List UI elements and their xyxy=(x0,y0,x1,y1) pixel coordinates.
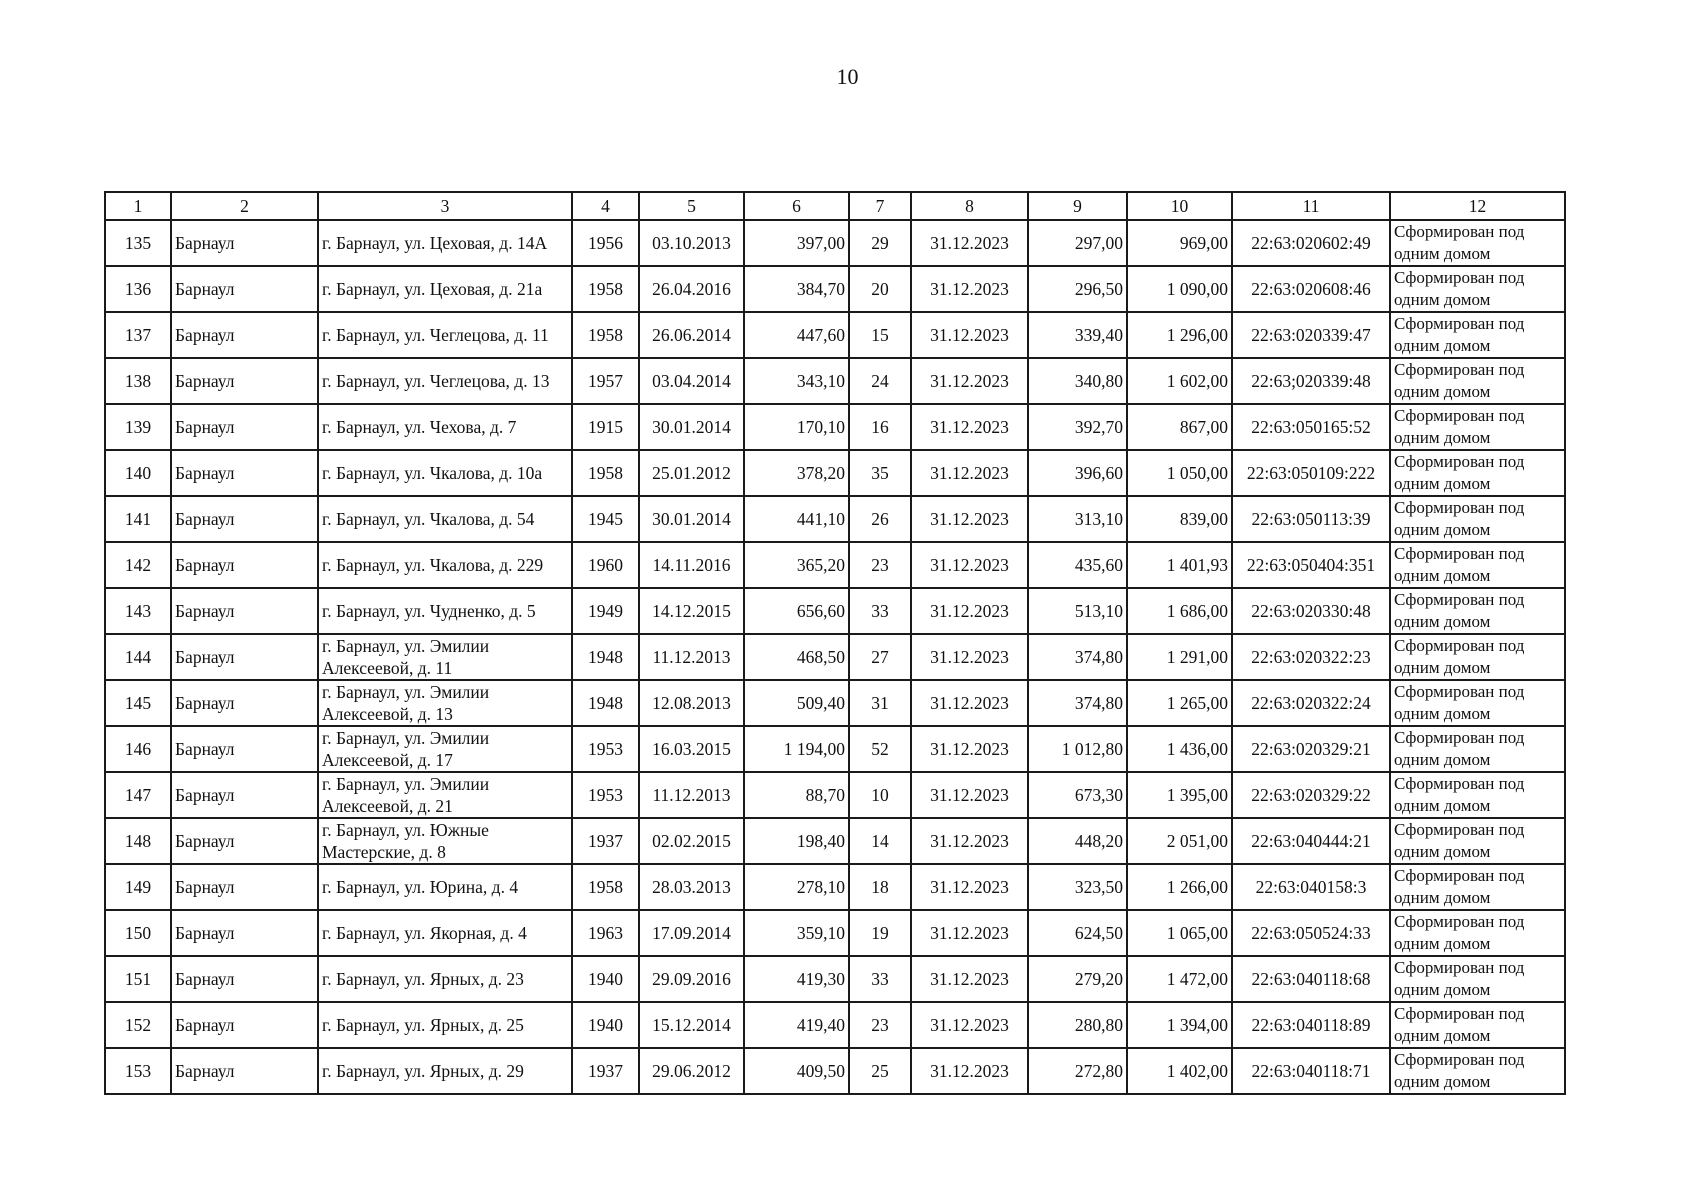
cell-address: г. Барнаул, ул. Цеховая, д. 14А xyxy=(318,220,572,266)
cell-city: Барнаул xyxy=(171,542,318,588)
cell-count: 10 xyxy=(849,772,911,818)
cell-land-area: 839,00 xyxy=(1127,496,1232,542)
cell-area-2: 374,80 xyxy=(1028,634,1127,680)
cell-year-built: 1945 xyxy=(572,496,639,542)
cell-city: Барнаул xyxy=(171,404,318,450)
cell-cadastral-number: 22:63;020339:48 xyxy=(1232,358,1390,404)
cell-deadline-date: 31.12.2023 xyxy=(911,726,1028,772)
cell-city: Барнаул xyxy=(171,358,318,404)
cell-count: 23 xyxy=(849,1002,911,1048)
cell-cadastral-number: 22:63:020602:49 xyxy=(1232,220,1390,266)
cell-address: г. Барнаул, ул. Чеглецова, д. 11 xyxy=(318,312,572,358)
cell-land-area: 1 265,00 xyxy=(1127,680,1232,726)
cell-row-number: 147 xyxy=(105,772,171,818)
cell-area: 365,20 xyxy=(744,542,849,588)
cell-status: Сформирован под одним домом xyxy=(1390,358,1565,404)
cell-cadastral-number: 22:63:020608:46 xyxy=(1232,266,1390,312)
cell-address: г. Барнаул, ул. Чехова, д. 7 xyxy=(318,404,572,450)
cell-cadastral-number: 22:63:020329:22 xyxy=(1232,772,1390,818)
cell-cadastral-number: 22:63:050524:33 xyxy=(1232,910,1390,956)
cell-date: 14.11.2016 xyxy=(639,542,744,588)
header-row xyxy=(105,192,1565,220)
cell-address: г. Барнаул, ул. Чкалова, д. 54 xyxy=(318,496,572,542)
table-row xyxy=(105,818,1565,864)
cell-address: г. Барнаул, ул. Ярных, д. 25 xyxy=(318,1002,572,1048)
cell-status: Сформирован под одним домом xyxy=(1390,956,1565,1002)
cell-year-built: 1958 xyxy=(572,312,639,358)
cell-land-area: 1 686,00 xyxy=(1127,588,1232,634)
cell-area: 1 194,00 xyxy=(744,726,849,772)
column-header-7: 7 xyxy=(849,192,911,220)
cell-address: г. Барнаул, ул. Юрина, д. 4 xyxy=(318,864,572,910)
cell-row-number: 152 xyxy=(105,1002,171,1048)
cell-year-built: 1940 xyxy=(572,956,639,1002)
cell-row-number: 149 xyxy=(105,864,171,910)
page-number: 10 xyxy=(836,64,859,89)
cell-land-area: 1 602,00 xyxy=(1127,358,1232,404)
cell-land-area: 1 402,00 xyxy=(1127,1048,1232,1094)
cell-row-number: 146 xyxy=(105,726,171,772)
column-header-6: 6 xyxy=(744,192,849,220)
cell-status: Сформирован под одним домом xyxy=(1390,680,1565,726)
cell-status: Сформирован под одним домом xyxy=(1390,312,1565,358)
cell-count: 25 xyxy=(849,1048,911,1094)
cell-city: Барнаул xyxy=(171,1002,318,1048)
cell-address: г. Барнаул, ул. Чудненко, д. 5 xyxy=(318,588,572,634)
column-header-8: 8 xyxy=(911,192,1028,220)
cell-count: 31 xyxy=(849,680,911,726)
column-header-4: 4 xyxy=(572,192,639,220)
cell-cadastral-number: 22:63:040118:71 xyxy=(1232,1048,1390,1094)
cell-area-2: 673,30 xyxy=(1028,772,1127,818)
cell-cadastral-number: 22:63:020322:24 xyxy=(1232,680,1390,726)
cell-year-built: 1956 xyxy=(572,220,639,266)
table-row xyxy=(105,266,1565,312)
cell-area: 378,20 xyxy=(744,450,849,496)
cell-deadline-date: 31.12.2023 xyxy=(911,312,1028,358)
cell-date: 26.04.2016 xyxy=(639,266,744,312)
cell-deadline-date: 31.12.2023 xyxy=(911,266,1028,312)
cell-area-2: 513,10 xyxy=(1028,588,1127,634)
table-row xyxy=(105,450,1565,496)
cell-land-area: 1 090,00 xyxy=(1127,266,1232,312)
cell-row-number: 142 xyxy=(105,542,171,588)
cell-area-2: 339,40 xyxy=(1028,312,1127,358)
cell-status: Сформирован под одним домом xyxy=(1390,404,1565,450)
cell-status: Сформирован под одним домом xyxy=(1390,220,1565,266)
cell-status: Сформирован под одним домом xyxy=(1390,1002,1565,1048)
table-row xyxy=(105,496,1565,542)
cell-cadastral-number: 22:63:040118:89 xyxy=(1232,1002,1390,1048)
cell-deadline-date: 31.12.2023 xyxy=(911,404,1028,450)
cell-area-2: 624,50 xyxy=(1028,910,1127,956)
cell-area: 441,10 xyxy=(744,496,849,542)
cell-area: 656,60 xyxy=(744,588,849,634)
cell-city: Барнаул xyxy=(171,220,318,266)
cell-cadastral-number: 22:63:040158:3 xyxy=(1232,864,1390,910)
cell-count: 16 xyxy=(849,404,911,450)
table-header xyxy=(105,192,1565,220)
table-row xyxy=(105,772,1565,818)
cell-address: г. Барнаул, ул. Эмилии Алексеевой, д. 21 xyxy=(318,772,572,818)
cell-year-built: 1953 xyxy=(572,772,639,818)
cell-area-2: 297,00 xyxy=(1028,220,1127,266)
cell-land-area: 1 401,93 xyxy=(1127,542,1232,588)
cell-area: 468,50 xyxy=(744,634,849,680)
cell-status: Сформирован под одним домом xyxy=(1390,542,1565,588)
cell-row-number: 145 xyxy=(105,680,171,726)
cell-land-area: 1 436,00 xyxy=(1127,726,1232,772)
cell-city: Барнаул xyxy=(171,956,318,1002)
table-row xyxy=(105,956,1565,1002)
cell-address: г. Барнаул, ул. Якорная, д. 4 xyxy=(318,910,572,956)
cell-city: Барнаул xyxy=(171,266,318,312)
cell-status: Сформирован под одним домом xyxy=(1390,726,1565,772)
cell-area-2: 396,60 xyxy=(1028,450,1127,496)
cell-row-number: 135 xyxy=(105,220,171,266)
cell-row-number: 140 xyxy=(105,450,171,496)
cell-area: 419,30 xyxy=(744,956,849,1002)
cell-row-number: 139 xyxy=(105,404,171,450)
cell-area: 509,40 xyxy=(744,680,849,726)
cell-date: 11.12.2013 xyxy=(639,634,744,680)
cell-city: Барнаул xyxy=(171,680,318,726)
cell-deadline-date: 31.12.2023 xyxy=(911,910,1028,956)
cell-count: 27 xyxy=(849,634,911,680)
cell-area-2: 323,50 xyxy=(1028,864,1127,910)
cell-row-number: 141 xyxy=(105,496,171,542)
cell-city: Барнаул xyxy=(171,818,318,864)
cell-cadastral-number: 22:63:040118:68 xyxy=(1232,956,1390,1002)
cell-date: 03.04.2014 xyxy=(639,358,744,404)
cell-date: 03.10.2013 xyxy=(639,220,744,266)
table-row xyxy=(105,542,1565,588)
cell-deadline-date: 31.12.2023 xyxy=(911,220,1028,266)
cell-land-area: 867,00 xyxy=(1127,404,1232,450)
cell-year-built: 1937 xyxy=(572,1048,639,1094)
cell-address: г. Барнаул, ул. Цеховая, д. 21а xyxy=(318,266,572,312)
column-header-9: 9 xyxy=(1028,192,1127,220)
cell-status: Сформирован под одним домом xyxy=(1390,1048,1565,1094)
cell-count: 33 xyxy=(849,956,911,1002)
cell-cadastral-number: 22:63:050113:39 xyxy=(1232,496,1390,542)
cell-area-2: 280,80 xyxy=(1028,1002,1127,1048)
cell-city: Барнаул xyxy=(171,772,318,818)
cell-year-built: 1960 xyxy=(572,542,639,588)
cell-area: 409,50 xyxy=(744,1048,849,1094)
table-row xyxy=(105,220,1565,266)
cell-area-2: 448,20 xyxy=(1028,818,1127,864)
cell-land-area: 1 291,00 xyxy=(1127,634,1232,680)
cell-deadline-date: 31.12.2023 xyxy=(911,496,1028,542)
cell-date: 30.01.2014 xyxy=(639,496,744,542)
table-row xyxy=(105,358,1565,404)
cell-city: Барнаул xyxy=(171,1048,318,1094)
cell-status: Сформирован под одним домом xyxy=(1390,634,1565,680)
cell-area: 278,10 xyxy=(744,864,849,910)
cell-area: 359,10 xyxy=(744,910,849,956)
cell-area-2: 340,80 xyxy=(1028,358,1127,404)
cell-date: 29.09.2016 xyxy=(639,956,744,1002)
cell-deadline-date: 31.12.2023 xyxy=(911,956,1028,1002)
cell-address: г. Барнаул, ул. Чкалова, д. 229 xyxy=(318,542,572,588)
cell-date: 02.02.2015 xyxy=(639,818,744,864)
column-header-3: 3 xyxy=(318,192,572,220)
cell-year-built: 1963 xyxy=(572,910,639,956)
cell-date: 17.09.2014 xyxy=(639,910,744,956)
table-row xyxy=(105,726,1565,772)
cell-area: 397,00 xyxy=(744,220,849,266)
cell-row-number: 136 xyxy=(105,266,171,312)
cell-area-2: 392,70 xyxy=(1028,404,1127,450)
cell-area: 419,40 xyxy=(744,1002,849,1048)
cell-land-area: 1 266,00 xyxy=(1127,864,1232,910)
housing-table xyxy=(104,191,1566,1095)
cell-date: 25.01.2012 xyxy=(639,450,744,496)
cell-address: г. Барнаул, ул. Ярных, д. 29 xyxy=(318,1048,572,1094)
cell-count: 24 xyxy=(849,358,911,404)
cell-area: 88,70 xyxy=(744,772,849,818)
cell-status: Сформирован под одним домом xyxy=(1390,450,1565,496)
cell-count: 14 xyxy=(849,818,911,864)
cell-row-number: 150 xyxy=(105,910,171,956)
cell-land-area: 1 395,00 xyxy=(1127,772,1232,818)
cell-area: 343,10 xyxy=(744,358,849,404)
cell-land-area: 1 050,00 xyxy=(1127,450,1232,496)
cell-date: 30.01.2014 xyxy=(639,404,744,450)
cell-count: 35 xyxy=(849,450,911,496)
cell-year-built: 1940 xyxy=(572,1002,639,1048)
cell-city: Барнаул xyxy=(171,864,318,910)
cell-cadastral-number: 22:63:020330:48 xyxy=(1232,588,1390,634)
cell-date: 26.06.2014 xyxy=(639,312,744,358)
cell-date: 11.12.2013 xyxy=(639,772,744,818)
table-row xyxy=(105,1002,1565,1048)
cell-row-number: 148 xyxy=(105,818,171,864)
cell-land-area: 1 065,00 xyxy=(1127,910,1232,956)
cell-row-number: 151 xyxy=(105,956,171,1002)
cell-city: Барнаул xyxy=(171,496,318,542)
cell-deadline-date: 31.12.2023 xyxy=(911,1002,1028,1048)
cell-address: г. Барнаул, ул. Чкалова, д. 10а xyxy=(318,450,572,496)
cell-area-2: 279,20 xyxy=(1028,956,1127,1002)
cell-row-number: 144 xyxy=(105,634,171,680)
cell-deadline-date: 31.12.2023 xyxy=(911,588,1028,634)
cell-area-2: 435,60 xyxy=(1028,542,1127,588)
cell-area-2: 272,80 xyxy=(1028,1048,1127,1094)
cell-year-built: 1958 xyxy=(572,450,639,496)
cell-land-area: 1 394,00 xyxy=(1127,1002,1232,1048)
cell-address: г. Барнаул, ул. Чеглецова, д. 13 xyxy=(318,358,572,404)
cell-year-built: 1937 xyxy=(572,818,639,864)
cell-year-built: 1957 xyxy=(572,358,639,404)
cell-address: г. Барнаул, ул. Эмилии Алексеевой, д. 13 xyxy=(318,680,572,726)
cell-status: Сформирован под одним домом xyxy=(1390,266,1565,312)
cell-deadline-date: 31.12.2023 xyxy=(911,542,1028,588)
cell-land-area: 1 472,00 xyxy=(1127,956,1232,1002)
cell-status: Сформирован под одним домом xyxy=(1390,818,1565,864)
table-row xyxy=(105,1048,1565,1094)
cell-deadline-date: 31.12.2023 xyxy=(911,864,1028,910)
cell-area: 170,10 xyxy=(744,404,849,450)
cell-row-number: 153 xyxy=(105,1048,171,1094)
cell-status: Сформирован под одним домом xyxy=(1390,496,1565,542)
cell-date: 16.03.2015 xyxy=(639,726,744,772)
cell-cadastral-number: 22:63:020322:23 xyxy=(1232,634,1390,680)
cell-city: Барнаул xyxy=(171,312,318,358)
table-row xyxy=(105,312,1565,358)
cell-count: 23 xyxy=(849,542,911,588)
cell-city: Барнаул xyxy=(171,634,318,680)
cell-year-built: 1953 xyxy=(572,726,639,772)
cell-count: 20 xyxy=(849,266,911,312)
cell-deadline-date: 31.12.2023 xyxy=(911,772,1028,818)
cell-deadline-date: 31.12.2023 xyxy=(911,634,1028,680)
cell-status: Сформирован под одним домом xyxy=(1390,588,1565,634)
cell-land-area: 1 296,00 xyxy=(1127,312,1232,358)
cell-address: г. Барнаул, ул. Южные Мастерские, д. 8 xyxy=(318,818,572,864)
cell-date: 14.12.2015 xyxy=(639,588,744,634)
cell-area: 384,70 xyxy=(744,266,849,312)
cell-address: г. Барнаул, ул. Эмилии Алексеевой, д. 11 xyxy=(318,634,572,680)
cell-row-number: 143 xyxy=(105,588,171,634)
column-header-11: 11 xyxy=(1232,192,1390,220)
cell-year-built: 1949 xyxy=(572,588,639,634)
table-row xyxy=(105,404,1565,450)
cell-status: Сформирован под одним домом xyxy=(1390,910,1565,956)
cell-count: 15 xyxy=(849,312,911,358)
cell-address: г. Барнаул, ул. Эмилии Алексеевой, д. 17 xyxy=(318,726,572,772)
cell-date: 12.08.2013 xyxy=(639,680,744,726)
cell-date: 15.12.2014 xyxy=(639,1002,744,1048)
cell-status: Сформирован под одним домом xyxy=(1390,864,1565,910)
cell-cadastral-number: 22:63:050109:222 xyxy=(1232,450,1390,496)
cell-cadastral-number: 22:63:020329:21 xyxy=(1232,726,1390,772)
cell-area-2: 313,10 xyxy=(1028,496,1127,542)
cell-city: Барнаул xyxy=(171,450,318,496)
cell-deadline-date: 31.12.2023 xyxy=(911,1048,1028,1094)
cell-status: Сформирован под одним домом xyxy=(1390,772,1565,818)
cell-date: 28.03.2013 xyxy=(639,864,744,910)
cell-area: 198,40 xyxy=(744,818,849,864)
cell-year-built: 1915 xyxy=(572,404,639,450)
cell-year-built: 1948 xyxy=(572,634,639,680)
cell-cadastral-number: 22:63:040444:21 xyxy=(1232,818,1390,864)
cell-city: Барнаул xyxy=(171,588,318,634)
table-body xyxy=(105,220,1565,1094)
table-row xyxy=(105,588,1565,634)
cell-address: г. Барнаул, ул. Ярных, д. 23 xyxy=(318,956,572,1002)
cell-count: 26 xyxy=(849,496,911,542)
cell-land-area: 969,00 xyxy=(1127,220,1232,266)
cell-year-built: 1958 xyxy=(572,864,639,910)
cell-land-area: 2 051,00 xyxy=(1127,818,1232,864)
cell-count: 18 xyxy=(849,864,911,910)
cell-date: 29.06.2012 xyxy=(639,1048,744,1094)
column-header-12: 12 xyxy=(1390,192,1565,220)
cell-area-2: 1 012,80 xyxy=(1028,726,1127,772)
cell-deadline-date: 31.12.2023 xyxy=(911,680,1028,726)
cell-count: 52 xyxy=(849,726,911,772)
table-row xyxy=(105,680,1565,726)
cell-cadastral-number: 22:63:050165:52 xyxy=(1232,404,1390,450)
cell-deadline-date: 31.12.2023 xyxy=(911,450,1028,496)
cell-count: 33 xyxy=(849,588,911,634)
cell-cadastral-number: 22:63:020339:47 xyxy=(1232,312,1390,358)
cell-year-built: 1958 xyxy=(572,266,639,312)
cell-area: 447,60 xyxy=(744,312,849,358)
table-row xyxy=(105,634,1565,680)
cell-count: 19 xyxy=(849,910,911,956)
cell-row-number: 138 xyxy=(105,358,171,404)
column-header-10: 10 xyxy=(1127,192,1232,220)
cell-city: Барнаул xyxy=(171,726,318,772)
table-row xyxy=(105,910,1565,956)
cell-deadline-date: 31.12.2023 xyxy=(911,358,1028,404)
table-row xyxy=(105,864,1565,910)
column-header-2: 2 xyxy=(171,192,318,220)
cell-year-built: 1948 xyxy=(572,680,639,726)
cell-deadline-date: 31.12.2023 xyxy=(911,818,1028,864)
column-header-5: 5 xyxy=(639,192,744,220)
cell-area-2: 296,50 xyxy=(1028,266,1127,312)
column-header-1: 1 xyxy=(105,192,171,220)
cell-city: Барнаул xyxy=(171,910,318,956)
cell-row-number: 137 xyxy=(105,312,171,358)
cell-count: 29 xyxy=(849,220,911,266)
cell-area-2: 374,80 xyxy=(1028,680,1127,726)
cell-cadastral-number: 22:63:050404:351 xyxy=(1232,542,1390,588)
